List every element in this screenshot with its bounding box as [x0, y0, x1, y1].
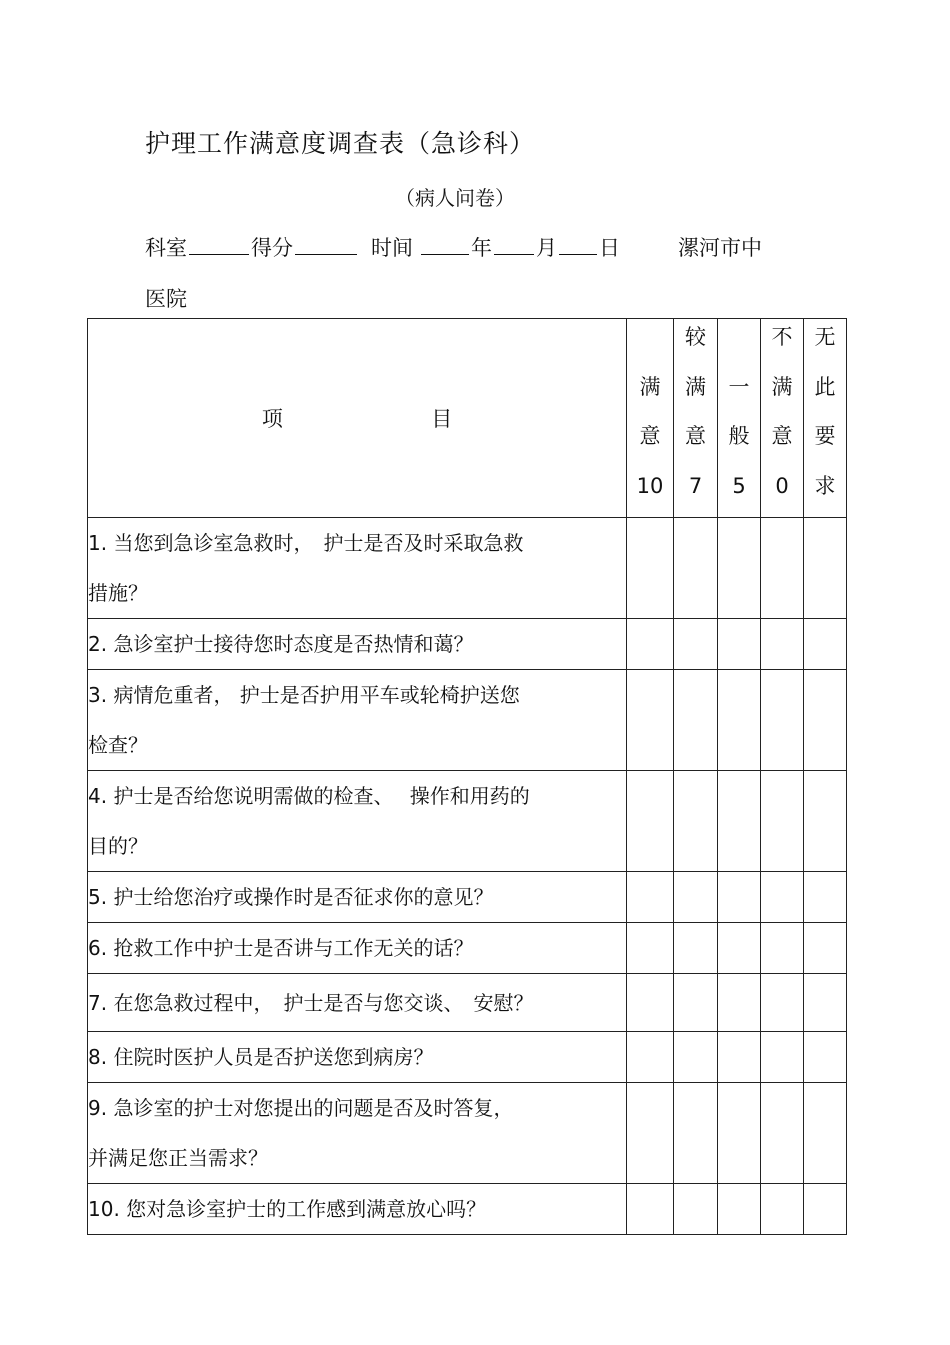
answer-cell[interactable] [674, 1083, 718, 1184]
answer-cell[interactable] [718, 1032, 761, 1083]
answer-cell[interactable] [627, 1032, 674, 1083]
col-header-char: 般 [728, 424, 750, 448]
answer-cell[interactable] [627, 1083, 674, 1184]
col-header-char: 7 [688, 473, 703, 498]
col-header-char: 无 [814, 325, 836, 349]
answer-cell[interactable] [674, 1032, 718, 1083]
answer-cell[interactable] [804, 974, 847, 1032]
answer-cell[interactable] [804, 923, 847, 974]
answer-cell[interactable] [718, 923, 761, 974]
month-blank[interactable] [494, 236, 534, 255]
answer-cell[interactable] [627, 619, 674, 670]
answer-cell[interactable] [674, 974, 718, 1032]
answer-cell[interactable] [804, 771, 847, 872]
survey-table [87, 318, 847, 1235]
answer-cell[interactable] [804, 1032, 847, 1083]
answer-cell[interactable] [718, 771, 761, 872]
col-header-char: 0 [775, 473, 789, 498]
answer-cell[interactable] [674, 872, 718, 923]
answer-cell[interactable] [761, 1032, 804, 1083]
col-header-satisfied [627, 319, 674, 518]
answer-cell[interactable] [674, 923, 718, 974]
answer-cell[interactable] [674, 619, 718, 670]
answer-cell[interactable] [627, 1184, 674, 1235]
col-header-average [718, 319, 761, 518]
answer-cell[interactable] [627, 923, 674, 974]
time-label: 时间 [371, 236, 413, 260]
document-subtitle: （病人问卷） [395, 186, 515, 210]
dept-blank[interactable] [189, 236, 249, 255]
answer-cell[interactable] [674, 1184, 718, 1235]
col-header-char: 意 [771, 424, 793, 448]
question-cell: 1. 当您到急诊室急救时， 护士是否及时采取急救 措施？ [88, 518, 627, 619]
answer-cell[interactable] [761, 974, 804, 1032]
answer-cell[interactable] [718, 872, 761, 923]
answer-cell[interactable] [761, 1184, 804, 1235]
answer-cell[interactable] [804, 872, 847, 923]
answer-cell[interactable] [804, 619, 847, 670]
answer-cell[interactable] [761, 923, 804, 974]
col-header-not-applicable [804, 319, 847, 518]
question-cell: 9. 急诊室的护士对您提出的问题是否及时答复， 并满足您正当需求？ [88, 1083, 627, 1184]
table-row [88, 619, 847, 670]
table-row [88, 1184, 847, 1235]
col-header-char: 10 [636, 473, 664, 498]
answer-cell[interactable] [627, 518, 674, 619]
question-cell: 8. 住院时医护人员是否护送您到病房？ [88, 1032, 627, 1083]
col-header-char: 较 [685, 325, 706, 349]
col-header-char: 满 [639, 374, 661, 399]
answer-cell[interactable] [761, 771, 804, 872]
table-row [88, 923, 847, 974]
question-cell: 7. 在您急救过程中， 护士是否与您交谈、 安慰？ [88, 974, 627, 1032]
table-row [88, 1032, 847, 1083]
answer-cell[interactable] [761, 872, 804, 923]
score-label: 得分 [251, 236, 293, 260]
day-blank[interactable] [559, 236, 597, 255]
day-label: 日 [599, 236, 620, 260]
col-header-char: 不 [771, 325, 793, 349]
answer-cell[interactable] [761, 619, 804, 670]
question-cell: 4. 护士是否给您说明需做的检查、 操作和用药的 目的？ [88, 771, 627, 872]
col-header-char: 一 [728, 374, 750, 399]
col-header-char: 满 [771, 374, 793, 399]
answer-cell[interactable] [718, 619, 761, 670]
answer-cell[interactable] [674, 771, 718, 872]
year-blank[interactable] [421, 236, 469, 255]
answer-cell[interactable] [804, 1083, 847, 1184]
answer-cell[interactable] [627, 974, 674, 1032]
item-header-left: 项 [261, 407, 283, 431]
col-header-char: 意 [685, 424, 706, 448]
table-row [88, 771, 847, 872]
col-header-char: 求 [814, 473, 836, 498]
month-label: 月 [536, 236, 557, 260]
answer-cell[interactable] [761, 670, 804, 771]
dept-label: 科室 [145, 236, 187, 260]
col-header-char: 要 [814, 424, 836, 448]
question-cell: 5. 护士给您治疗或操作时是否征求你的意见？ [88, 872, 627, 923]
answer-cell[interactable] [718, 518, 761, 619]
answer-cell[interactable] [761, 518, 804, 619]
col-header-char: 满 [685, 374, 706, 399]
hospital-name-part2: 医院 [145, 287, 187, 311]
answer-cell[interactable] [804, 518, 847, 619]
item-header-right: 目 [431, 407, 453, 431]
answer-cell[interactable] [627, 670, 674, 771]
question-cell: 3. 病情危重者， 护士是否护用平车或轮椅护送您 检查？ [88, 670, 627, 771]
document-title: 护理工作满意度调查表（急诊科） [145, 129, 536, 158]
answer-cell[interactable] [718, 974, 761, 1032]
answer-cell[interactable] [674, 518, 718, 619]
answer-cell[interactable] [674, 670, 718, 771]
question-cell: 10. 您对急诊室护士的工作感到满意放心吗？ [88, 1184, 627, 1235]
answer-cell[interactable] [627, 872, 674, 923]
answer-cell[interactable] [718, 670, 761, 771]
answer-cell[interactable] [804, 1184, 847, 1235]
answer-cell[interactable] [761, 1083, 804, 1184]
answer-cell[interactable] [718, 1184, 761, 1235]
col-header-char: 意 [639, 424, 661, 448]
table-row [88, 1083, 847, 1184]
hospital-name-part1: 漯河市中 [678, 236, 762, 260]
answer-cell[interactable] [627, 771, 674, 872]
answer-cell[interactable] [804, 670, 847, 771]
year-label: 年 [471, 236, 492, 260]
col-header-unsatisfied [761, 319, 804, 518]
table-row [88, 974, 847, 1032]
question-cell: 2. 急诊室护士接待您时态度是否热情和蔼？ [88, 619, 627, 670]
col-header-char: 5 [732, 473, 746, 498]
question-cell: 6. 抢救工作中护士是否讲与工作无关的话？ [88, 923, 627, 974]
table-row [88, 872, 847, 923]
info-line [145, 232, 762, 262]
table-row [88, 670, 847, 771]
answer-cell[interactable] [718, 1083, 761, 1184]
col-header-char: 此 [814, 374, 836, 399]
col-header-fairly-satisfied [674, 319, 718, 518]
item-header [88, 319, 627, 518]
table-row [88, 518, 847, 619]
score-blank[interactable] [295, 236, 357, 255]
